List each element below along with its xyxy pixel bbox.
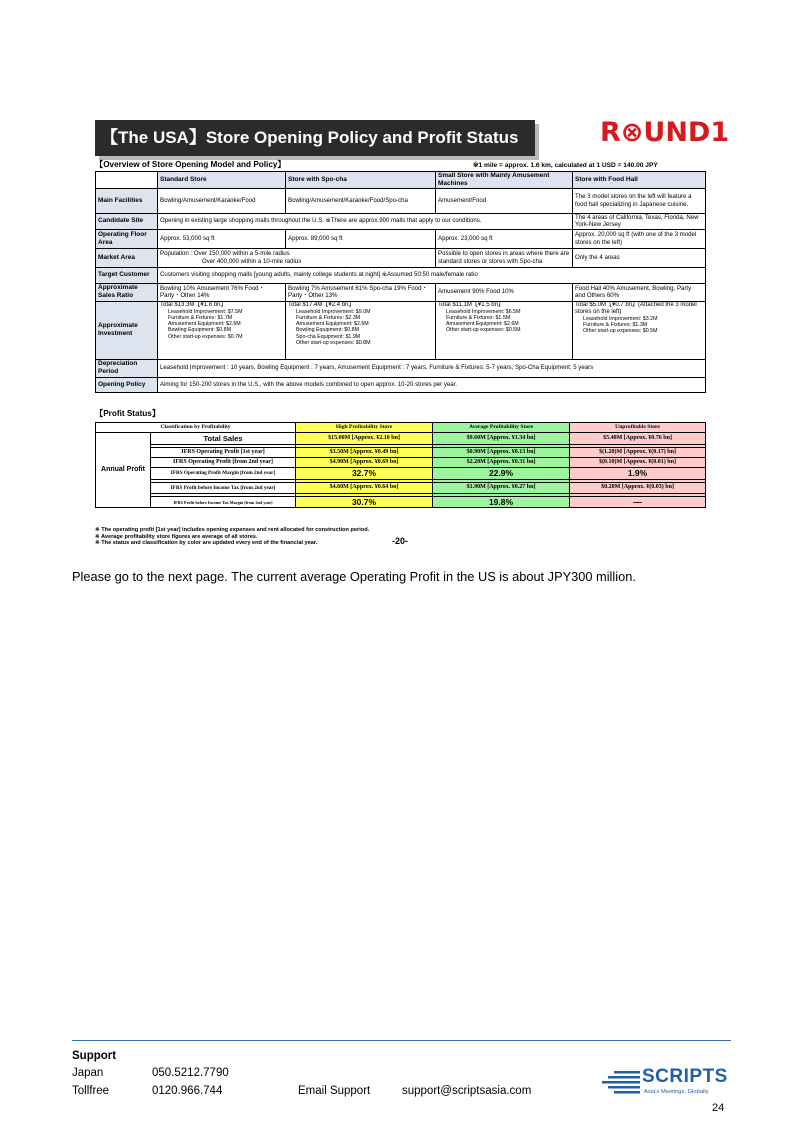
- cell: Only the 4 areas: [573, 248, 706, 267]
- inv-item: Amusement Equipment: $2.6M: [446, 321, 519, 328]
- cell: Amusement/Food: [436, 188, 573, 213]
- row-sales-ratio: Approximate Sales Ratio: [96, 283, 158, 301]
- cell: Aiming for 150-200 stores in the U.S., with the above models combined to open approx. 10-20 stores per year.: [158, 377, 706, 392]
- value-cell: $5.40M [Approx. ¥0.76 bn]: [570, 433, 706, 445]
- cell: Bowling/Amusement/Karaoke/Food: [158, 188, 286, 213]
- inv-item: Amusement Equipment: $2.6M: [168, 321, 241, 328]
- unp-header: Unprofitable Store: [570, 423, 706, 433]
- row-market-area: Market Area: [96, 248, 158, 267]
- footer-email-link[interactable]: support@scriptsasia.com: [402, 1085, 532, 1097]
- col-foodhall: Store with Food Hall: [573, 172, 706, 189]
- row-label: IFRS Profit before Income Tax [from 2nd year]: [151, 483, 296, 494]
- cell: Bowling 7% Amusement 61% Spo-cha 19% Food・Party・Other 13%: [286, 283, 436, 301]
- inv-item: Furniture & Fixtures: $2.3M: [296, 314, 361, 321]
- row-investment: Approximate Investment: [96, 301, 158, 359]
- value-cell: $(0.10)M [Approx. ¥(0.01) bn]: [570, 458, 706, 468]
- inv-item: Leasehold Improvement: $7.5M: [168, 308, 243, 315]
- inv-item: Bowling Equipment: $0.8M: [296, 327, 360, 334]
- round1-logo-text: R⊗UND1: [600, 117, 730, 148]
- cell: Approx. 53,000 sq ft: [158, 229, 286, 248]
- row-opening-policy: Opening Policy: [96, 377, 158, 392]
- market-line-2: Over 400,000 within a 10-mile radius: [202, 257, 302, 265]
- inv-total: Total $17.4M【¥2.4 bn】: [288, 301, 355, 308]
- value-cell: $0.20M [Approx. ¥(0.03) bn]: [570, 483, 706, 494]
- row-floor-area: Operating Floor Area: [96, 229, 158, 248]
- value-cell: 1.9%: [570, 468, 706, 480]
- footer-japan-label: Japan: [72, 1067, 104, 1079]
- value-cell: 30.7%: [296, 497, 433, 508]
- annual-profit-label: Annual Profit: [96, 433, 151, 508]
- cell: The 4 areas of California, Texas, Florida, New York-New Jersey: [573, 213, 706, 229]
- inv-total: Total $11.1M【¥1.5 bn】: [438, 301, 504, 308]
- cell: Possible to open stores in areas where there are standard stores or stores with Spo-cha: [436, 248, 573, 267]
- cell: [436, 301, 573, 359]
- corner-cell: [96, 172, 158, 189]
- inv-item: Other start-up expenses: $0.5M: [446, 327, 521, 334]
- cell: Approx. 20,000 sq ft (with one of the 3 model stores on the left): [573, 229, 706, 248]
- cell: Food Hall 40% Amusement, Bowling, Party and Others 60%: [573, 283, 706, 301]
- inv-item: Other start-up expenses: $0.8M: [296, 339, 371, 346]
- value-cell: $4.90M [Approx. ¥0.69 bn]: [296, 458, 433, 468]
- cell: Amusement 90% Food 10%: [436, 283, 573, 301]
- value-cell: $3.50M [Approx. ¥0.49 bn]: [296, 448, 433, 458]
- row-depreciation: Depreciation Period: [96, 359, 158, 377]
- footer-divider: [72, 1040, 731, 1041]
- high-header: High Profitability Store: [296, 423, 433, 433]
- footer-japan-phone: 050.5212.7790: [152, 1067, 229, 1079]
- value-cell: $0.90M [Approx. ¥0.13 bn]: [433, 448, 570, 458]
- slide-notes: [95, 527, 369, 547]
- note: ※ The operating profit [1st year] includes opening expenses and rent allocated for construction period.: [95, 527, 370, 533]
- cell: The 3 model stores on the left will feature a food hall specializing in Japanese cuisine.: [573, 188, 706, 213]
- col-standard: Standard Store: [158, 172, 286, 189]
- presentation-slide: [95, 112, 730, 552]
- profit-classification: Classification by Profitability: [96, 423, 296, 433]
- inv-total: Total $5.0M【¥0.7 bn】(Attached the 3 model stores on the left): [575, 301, 697, 315]
- value-cell: $(1.20)M [Approx. ¥(0.17) bn]: [570, 448, 706, 458]
- slide-title: 【The USA】Store Opening Policy and Profit Status: [95, 120, 535, 156]
- row-label: Total Sales: [151, 433, 296, 445]
- row-label: IFRS Operating Profit Margin [from 2nd year]: [151, 468, 296, 480]
- scripts-logo-name: SCRIPTS: [642, 1066, 728, 1087]
- cell: [573, 301, 706, 359]
- inv-item: Furniture & Fixtures: $1.5M: [446, 314, 511, 321]
- inv-item: Leasehold Improvement: $9.0M: [296, 308, 371, 315]
- inv-item: Bowling Equipment: $0.8M: [168, 327, 232, 334]
- row-candidate-site: Candidate Site: [96, 213, 158, 229]
- inv-item: Other start-up expenses: $0.5M: [583, 328, 658, 335]
- scripts-logo-tagline: Asia's Meetings, Globally: [644, 1089, 709, 1095]
- cell: Leasehold Improvement : 10 years, Bowling Equipment : 7 years, Amusement Equipment : 7 years, Furniture & Fixtures: 5-7 years, Spo-Cha Equipment: 5 years: [158, 359, 706, 377]
- inv-item: Leasehold Improvement: $3.2M: [583, 315, 658, 322]
- value-cell: $1.90M [Approx. ¥0.27 bn]: [433, 483, 570, 494]
- value-cell: —: [570, 497, 706, 508]
- footer-tollfree-label: Tollfree: [72, 1085, 110, 1097]
- inv-item: Furniture & Fixtures: $1.7M: [168, 314, 233, 321]
- inv-item: Leasehold Improvement: $6.5M: [446, 308, 521, 315]
- cell: Customers visiting shopping malls [young adults, mainly college students at night] ※Assumed 50:50 male/female ratio: [158, 267, 706, 283]
- col-small: Small Store with Mainly Amusement Machines: [436, 172, 573, 189]
- footer-tollfree-phone: 0120.966.744: [152, 1085, 223, 1097]
- value-cell: 32.7%: [296, 468, 433, 480]
- value-cell: $15.00M [Approx. ¥2.10 bn]: [296, 433, 433, 445]
- round1-logo: [600, 114, 730, 152]
- page-number: 24: [712, 1102, 725, 1114]
- cell: [158, 301, 286, 359]
- overview-table: [95, 171, 706, 393]
- row-target-customer: Target Customer: [96, 267, 158, 283]
- row-label: IFRS Operating Profit [1st year]: [151, 448, 296, 458]
- avg-header: Average Profitability Store: [433, 423, 570, 433]
- inv-item: Amusement Equipment: $2.6M: [296, 321, 369, 328]
- cell: Bowling/Amusement/Karaoke/Food/Spo-cha: [286, 188, 436, 213]
- inv-total: Total $13.3M【¥1.8 bn】: [160, 301, 227, 308]
- value-cell: $4.60M [Approx. ¥0.64 bn]: [296, 483, 433, 494]
- market-line-1: Population : Over 150,000 within a 5-mile radius: [160, 250, 290, 258]
- row-label: IFRS Operating Profit [from 2nd year]: [151, 458, 296, 468]
- cell: Bowling 10% Amusement 76% Food・Party・Other 14%: [158, 283, 286, 301]
- note: ※ The status and classification by color are updated every end of the financial year.: [95, 540, 318, 547]
- note: ※ Average profitability store figures are average of all stores.: [95, 533, 258, 540]
- cell: [286, 301, 436, 359]
- value-cell: 22.9%: [433, 468, 570, 480]
- profit-heading: 【Profit Status】: [95, 409, 161, 418]
- col-spocha: Store with Spo-cha: [286, 172, 436, 189]
- slide-page-number: -20-: [392, 536, 409, 546]
- inv-item: Other start-up expenses: $0.7M: [168, 333, 243, 340]
- inv-item: Furniture & Fixtures: $1.3M: [583, 322, 648, 328]
- footer-email-label: Email Support: [298, 1085, 371, 1097]
- scripts-logo: [600, 1066, 728, 1100]
- cell: Approx. 89,000 sq ft: [286, 229, 436, 248]
- cell: Opening in existing large shopping malls throughout the U.S. ※There are approx.900 malls that apply to our conditions.: [158, 213, 573, 229]
- value-cell: $2.20M [Approx. ¥0.31 bn]: [433, 458, 570, 468]
- footer-support-label: Support: [72, 1050, 117, 1062]
- inv-item: Spo-cha Equipment: $1.9M: [296, 333, 361, 340]
- row-label: IFRS Profit before Income Tax Margin [from 2nd year]: [151, 497, 296, 508]
- profit-table: [95, 422, 706, 508]
- cell: Approx. 23,000 sq ft: [436, 229, 573, 248]
- overview-heading: 【Overview of Store Opening Model and Policy】: [95, 160, 286, 169]
- row-main-facilities: Main Facilities: [96, 188, 158, 213]
- value-cell: 19.8%: [433, 497, 570, 508]
- cell: [158, 248, 436, 267]
- caption-text: Please go to the next page. The current average Operating Profit in the US is about JPY300 million.: [72, 569, 636, 584]
- value-cell: $9.60M [Approx. ¥1.34 bn]: [433, 433, 570, 445]
- rate-note: ※1 mile = approx. 1.6 km, calculated at 1 USD = 140.00 JPY: [473, 162, 658, 169]
